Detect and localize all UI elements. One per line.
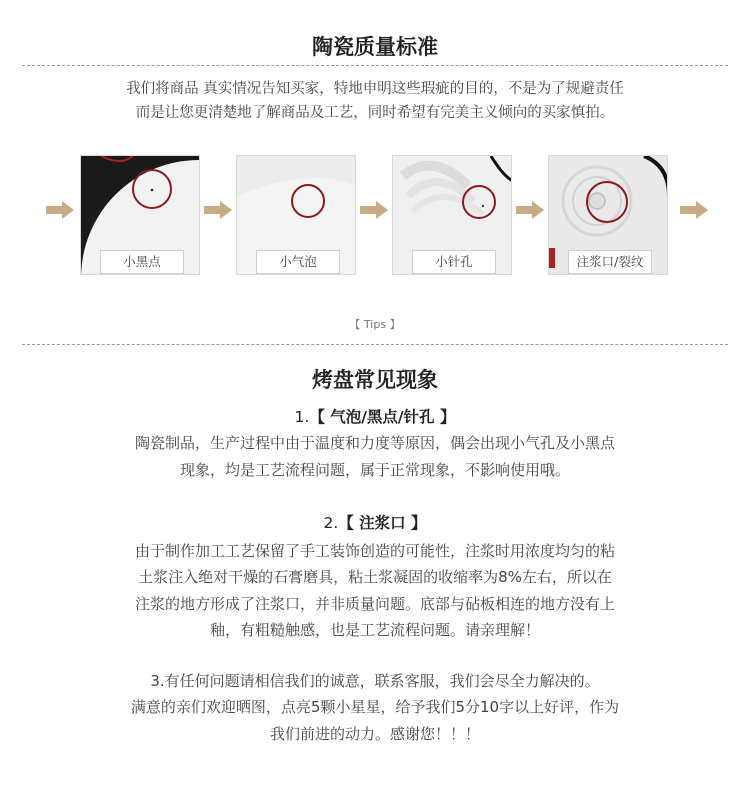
defect-label: 小针孔 [412, 250, 496, 274]
section-title-common-phenomena: 烤盘常见现象 [312, 368, 438, 392]
arrow-right-icon [680, 201, 708, 219]
item-number: 1. [294, 408, 310, 426]
dashed-divider [22, 344, 728, 345]
item-2-heading [0, 511, 750, 533]
item-2-line-4: 釉，有粗糙触感，也是工艺流程问题。请亲理解！ [209, 621, 540, 639]
arrow-right-icon [360, 201, 388, 219]
intro-line-2: 而是让您更清楚地了解商品及工艺，同时希望有完美主义倾向的买家慎拍。 [135, 105, 615, 121]
item-3-line-2: 满意的亲们欢迎晒图，点亮5颗小星星，给予我们5分10字以上好评，作为 [130, 698, 620, 716]
section-title-quality-standard: 陶瓷质量标准 [312, 35, 438, 59]
defect-label: 小气泡 [256, 250, 340, 274]
defect-label: 注浆口/裂纹 [568, 250, 652, 274]
arrow-right-icon [516, 201, 544, 219]
item-1-heading [0, 405, 750, 427]
defect-card-black-dot [80, 155, 200, 275]
item-heading-text: 【 注浆口 】 [338, 514, 427, 532]
item-3-line-3: 我们前进的动力。感谢您！！！ [269, 725, 480, 743]
tips-label: 【 Tips 】 [349, 318, 401, 331]
defect-card-bubble [236, 155, 356, 275]
item-2-line-2: 土浆注入绝对干燥的石膏磨具，粘土浆凝固的收缩率为8%左右，所以在 [138, 568, 612, 586]
defect-card-sprue-crack [548, 155, 668, 275]
arrow-right-icon [46, 201, 74, 219]
item-number: 2. [323, 514, 339, 532]
dashed-divider [22, 65, 728, 66]
item-heading-text: 【 气泡/黑点/针孔 】 [309, 408, 456, 426]
item-1-line-2: 现象，均是工艺流程问题，属于正常现象，不影响使用哦。 [179, 461, 570, 479]
intro-line-1: 我们将商品 真实情况告知买家，特地申明这些瑕疵的目的，不是为了规避责任 [126, 81, 624, 97]
item-3-line-1: 3.有任何问题请相信我们的诚意，联系客服，我们会尽全力解决的。 [150, 672, 600, 690]
item-2-line-1: 由于制作加工工艺保留了手工装饰创造的可能性，注浆时用浓度均匀的粘 [134, 542, 615, 560]
arrow-right-icon [204, 201, 232, 219]
defect-label: 小黑点 [100, 250, 184, 274]
defect-card-pinhole [392, 155, 512, 275]
item-2-line-3: 注浆的地方形成了注浆口，并非质量问题。底部与砧板相连的地方没有上 [134, 595, 615, 613]
item-1-line-1: 陶瓷制品，生产过程中由于温度和力度等原因，偶会出现小气孔及小黑点 [134, 434, 615, 452]
